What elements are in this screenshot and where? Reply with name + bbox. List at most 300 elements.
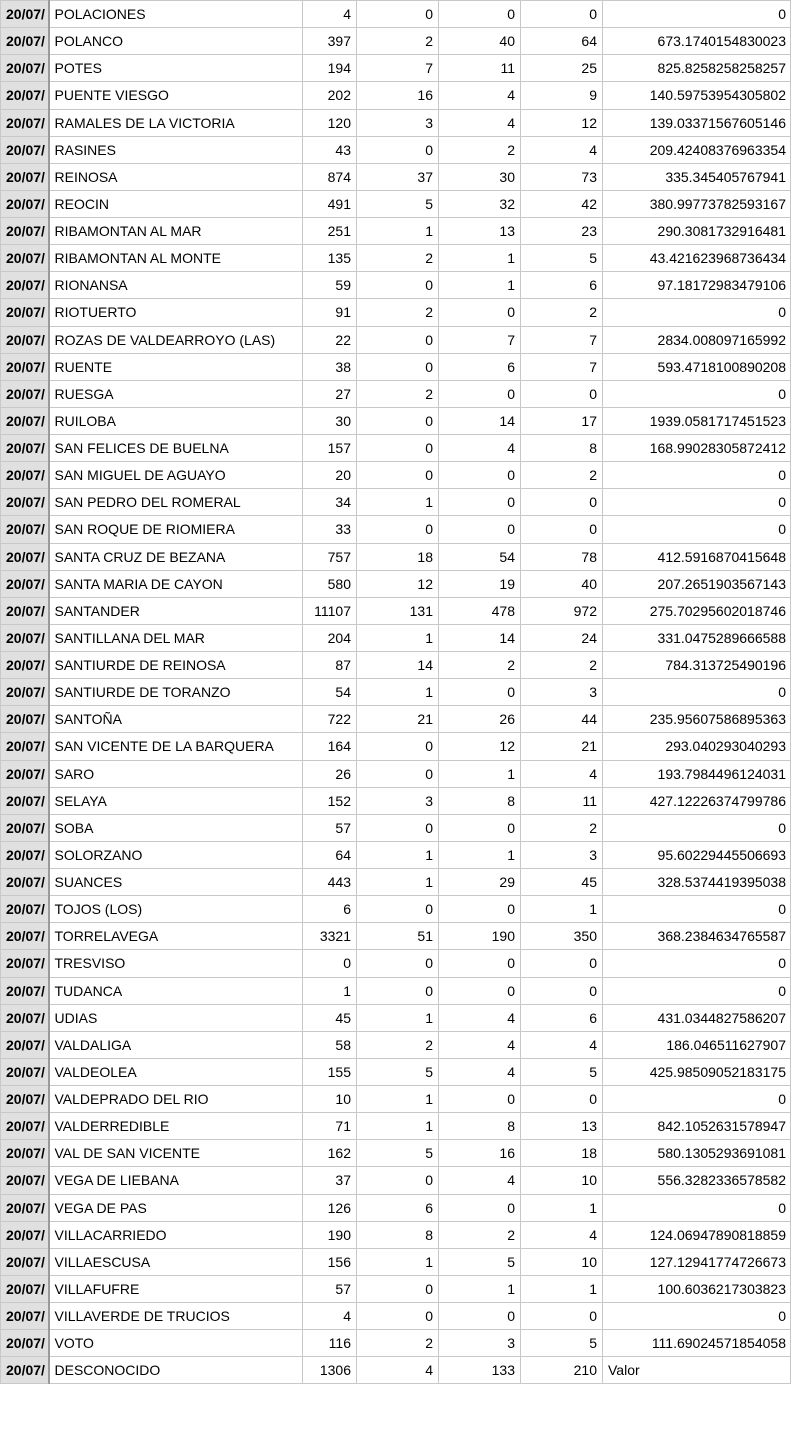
value-cell[interactable]: 0 bbox=[603, 1, 791, 28]
municipality-cell[interactable]: REOCIN bbox=[49, 190, 303, 217]
municipality-cell[interactable]: POLACIONES bbox=[49, 1, 303, 28]
value-cell[interactable]: 0 bbox=[603, 1086, 791, 1113]
table-row[interactable] bbox=[1, 841, 791, 868]
table-row[interactable] bbox=[1, 597, 791, 624]
value-cell[interactable]: 4 bbox=[439, 1167, 521, 1194]
municipality-cell[interactable]: RIONANSA bbox=[49, 272, 303, 299]
value-cell[interactable]: 0 bbox=[357, 1, 439, 28]
value-cell[interactable]: 4 bbox=[439, 1058, 521, 1085]
value-cell[interactable]: 71 bbox=[303, 1113, 357, 1140]
date-cell[interactable]: 20/07/ bbox=[1, 543, 49, 570]
value-cell[interactable]: 133 bbox=[439, 1357, 521, 1384]
date-cell[interactable]: 20/07/ bbox=[1, 841, 49, 868]
value-cell[interactable]: 293.040293040293 bbox=[603, 733, 791, 760]
value-cell[interactable]: 580 bbox=[303, 570, 357, 597]
value-cell[interactable]: 331.0475289666588 bbox=[603, 624, 791, 651]
value-cell[interactable]: 0 bbox=[603, 896, 791, 923]
value-cell[interactable]: 1939.0581717451523 bbox=[603, 407, 791, 434]
value-cell[interactable]: 757 bbox=[303, 543, 357, 570]
municipality-cell[interactable]: VALDALIGA bbox=[49, 1031, 303, 1058]
date-cell[interactable]: 20/07/ bbox=[1, 1167, 49, 1194]
date-cell[interactable]: 20/07/ bbox=[1, 353, 49, 380]
value-cell[interactable]: 397 bbox=[303, 28, 357, 55]
value-cell[interactable]: 6 bbox=[439, 353, 521, 380]
table-row[interactable] bbox=[1, 570, 791, 597]
municipality-cell[interactable]: PUENTE VIESGO bbox=[49, 82, 303, 109]
value-cell[interactable]: 4 bbox=[439, 82, 521, 109]
municipality-cell[interactable]: VAL DE SAN VICENTE bbox=[49, 1140, 303, 1167]
table-row[interactable] bbox=[1, 923, 791, 950]
value-cell[interactable]: 209.42408376963354 bbox=[603, 136, 791, 163]
value-cell[interactable]: 0 bbox=[439, 1194, 521, 1221]
value-cell[interactable]: 380.99773782593167 bbox=[603, 190, 791, 217]
value-cell[interactable]: 0 bbox=[439, 1, 521, 28]
date-cell[interactable]: 20/07/ bbox=[1, 1248, 49, 1275]
table-row[interactable] bbox=[1, 1303, 791, 1330]
municipality-cell[interactable]: REINOSA bbox=[49, 163, 303, 190]
value-cell[interactable]: 328.5374419395038 bbox=[603, 869, 791, 896]
municipality-cell[interactable]: SOLORZANO bbox=[49, 841, 303, 868]
value-cell[interactable]: 156 bbox=[303, 1248, 357, 1275]
value-cell[interactable]: 0 bbox=[521, 950, 603, 977]
value-cell[interactable]: 3 bbox=[357, 109, 439, 136]
date-cell[interactable]: 20/07/ bbox=[1, 1086, 49, 1113]
municipality-cell[interactable]: DESCONOCIDO bbox=[49, 1357, 303, 1384]
table-row[interactable] bbox=[1, 760, 791, 787]
value-cell[interactable]: 120 bbox=[303, 109, 357, 136]
value-cell[interactable]: 722 bbox=[303, 706, 357, 733]
value-cell[interactable]: 162 bbox=[303, 1140, 357, 1167]
value-cell[interactable]: 4 bbox=[439, 1031, 521, 1058]
value-cell[interactable]: 275.70295602018746 bbox=[603, 597, 791, 624]
municipality-cell[interactable]: SAN FELICES DE BUELNA bbox=[49, 435, 303, 462]
table-row[interactable] bbox=[1, 1194, 791, 1221]
date-cell[interactable]: 20/07/ bbox=[1, 462, 49, 489]
value-cell[interactable]: 593.4718100890208 bbox=[603, 353, 791, 380]
table-row[interactable] bbox=[1, 489, 791, 516]
value-cell[interactable]: 412.5916870415648 bbox=[603, 543, 791, 570]
date-cell[interactable]: 20/07/ bbox=[1, 1221, 49, 1248]
municipality-cell[interactable]: VEGA DE LIEBANA bbox=[49, 1167, 303, 1194]
value-cell[interactable]: 2 bbox=[357, 28, 439, 55]
value-cell[interactable]: 40 bbox=[439, 28, 521, 55]
value-cell[interactable]: 1 bbox=[521, 896, 603, 923]
value-cell[interactable]: 34 bbox=[303, 489, 357, 516]
table-row[interactable] bbox=[1, 136, 791, 163]
value-cell[interactable]: 0 bbox=[303, 950, 357, 977]
value-cell[interactable]: 2 bbox=[357, 299, 439, 326]
value-cell[interactable]: 2 bbox=[439, 652, 521, 679]
municipality-cell[interactable]: SOBA bbox=[49, 814, 303, 841]
value-cell[interactable]: 3 bbox=[521, 679, 603, 706]
table-row[interactable] bbox=[1, 1058, 791, 1085]
date-cell[interactable]: 20/07/ bbox=[1, 706, 49, 733]
value-cell[interactable]: 57 bbox=[303, 1275, 357, 1302]
municipality-cell[interactable]: VILLAVERDE DE TRUCIOS bbox=[49, 1303, 303, 1330]
date-cell[interactable]: 20/07/ bbox=[1, 1140, 49, 1167]
value-cell[interactable]: 5 bbox=[357, 1058, 439, 1085]
value-cell[interactable]: 19 bbox=[439, 570, 521, 597]
value-cell[interactable]: 140.59753954305802 bbox=[603, 82, 791, 109]
table-row[interactable] bbox=[1, 1086, 791, 1113]
date-cell[interactable]: 20/07/ bbox=[1, 380, 49, 407]
value-cell[interactable]: 2 bbox=[357, 1031, 439, 1058]
value-cell[interactable]: 3 bbox=[521, 841, 603, 868]
municipality-cell[interactable]: SANTA CRUZ DE BEZANA bbox=[49, 543, 303, 570]
value-cell[interactable]: 972 bbox=[521, 597, 603, 624]
municipality-cell[interactable]: VILLAFUFRE bbox=[49, 1275, 303, 1302]
table-row[interactable] bbox=[1, 950, 791, 977]
date-cell[interactable]: 20/07/ bbox=[1, 896, 49, 923]
value-cell[interactable]: 190 bbox=[439, 923, 521, 950]
value-cell[interactable]: 0 bbox=[603, 977, 791, 1004]
value-cell[interactable]: 4 bbox=[303, 1303, 357, 1330]
value-cell[interactable]: 5 bbox=[439, 1248, 521, 1275]
date-cell[interactable]: 20/07/ bbox=[1, 1113, 49, 1140]
value-cell[interactable]: 2 bbox=[357, 380, 439, 407]
value-cell[interactable]: 2 bbox=[439, 136, 521, 163]
value-cell[interactable]: 127.12941774726673 bbox=[603, 1248, 791, 1275]
value-cell[interactable]: 478 bbox=[439, 597, 521, 624]
date-cell[interactable]: 20/07/ bbox=[1, 299, 49, 326]
value-cell[interactable]: 100.6036217303823 bbox=[603, 1275, 791, 1302]
table-row[interactable] bbox=[1, 163, 791, 190]
value-cell[interactable]: 290.3081732916481 bbox=[603, 218, 791, 245]
table-row[interactable] bbox=[1, 353, 791, 380]
municipality-cell[interactable]: VALDEOLEA bbox=[49, 1058, 303, 1085]
value-cell[interactable]: 45 bbox=[303, 1004, 357, 1031]
value-cell[interactable]: 1 bbox=[357, 869, 439, 896]
value-cell[interactable]: 0 bbox=[439, 462, 521, 489]
value-cell[interactable]: 29 bbox=[439, 869, 521, 896]
value-cell[interactable]: 38 bbox=[303, 353, 357, 380]
value-cell[interactable]: 0 bbox=[439, 950, 521, 977]
value-cell[interactable]: 5 bbox=[521, 245, 603, 272]
value-cell[interactable]: 2 bbox=[521, 814, 603, 841]
date-cell[interactable]: 20/07/ bbox=[1, 28, 49, 55]
table-row[interactable] bbox=[1, 272, 791, 299]
value-cell[interactable]: 350 bbox=[521, 923, 603, 950]
value-cell[interactable]: 37 bbox=[357, 163, 439, 190]
value-cell[interactable]: 207.2651903567143 bbox=[603, 570, 791, 597]
value-cell[interactable]: 12 bbox=[357, 570, 439, 597]
municipality-cell[interactable]: RIOTUERTO bbox=[49, 299, 303, 326]
value-cell[interactable]: 10 bbox=[303, 1086, 357, 1113]
value-cell[interactable]: 20 bbox=[303, 462, 357, 489]
value-cell[interactable]: 0 bbox=[603, 380, 791, 407]
municipality-cell[interactable]: RUENTE bbox=[49, 353, 303, 380]
date-cell[interactable]: 20/07/ bbox=[1, 652, 49, 679]
value-cell[interactable]: 0 bbox=[357, 1303, 439, 1330]
value-cell[interactable]: 1 bbox=[357, 218, 439, 245]
value-cell[interactable]: 202 bbox=[303, 82, 357, 109]
value-cell[interactable]: 51 bbox=[357, 923, 439, 950]
value-cell[interactable]: 87 bbox=[303, 652, 357, 679]
municipality-cell[interactable]: SAN VICENTE DE LA BARQUERA bbox=[49, 733, 303, 760]
value-cell[interactable]: 33 bbox=[303, 516, 357, 543]
table-row[interactable] bbox=[1, 1004, 791, 1031]
value-cell[interactable]: 64 bbox=[303, 841, 357, 868]
table-row[interactable] bbox=[1, 1113, 791, 1140]
value-cell[interactable]: 16 bbox=[357, 82, 439, 109]
value-cell[interactable]: 30 bbox=[439, 163, 521, 190]
value-cell[interactable]: 6 bbox=[521, 272, 603, 299]
value-cell[interactable]: 0 bbox=[603, 489, 791, 516]
value-cell[interactable]: 1 bbox=[521, 1275, 603, 1302]
table-row[interactable] bbox=[1, 1357, 791, 1384]
date-cell[interactable]: 20/07/ bbox=[1, 597, 49, 624]
value-cell[interactable]: 1 bbox=[357, 1004, 439, 1031]
value-cell[interactable]: 443 bbox=[303, 869, 357, 896]
value-cell[interactable]: 8 bbox=[439, 787, 521, 814]
value-cell[interactable]: 0 bbox=[357, 896, 439, 923]
date-cell[interactable]: 20/07/ bbox=[1, 1058, 49, 1085]
date-cell[interactable]: 20/07/ bbox=[1, 435, 49, 462]
value-cell[interactable]: 190 bbox=[303, 1221, 357, 1248]
value-cell[interactable]: 111.69024571854058 bbox=[603, 1330, 791, 1357]
value-cell[interactable]: 1 bbox=[521, 1194, 603, 1221]
value-cell[interactable]: 54 bbox=[439, 543, 521, 570]
value-cell[interactable]: 11 bbox=[439, 55, 521, 82]
municipality-cell[interactable]: TORRELAVEGA bbox=[49, 923, 303, 950]
municipality-cell[interactable]: SAN MIGUEL DE AGUAYO bbox=[49, 462, 303, 489]
value-cell[interactable]: 0 bbox=[357, 814, 439, 841]
date-cell[interactable]: 20/07/ bbox=[1, 326, 49, 353]
value-cell[interactable]: 0 bbox=[357, 435, 439, 462]
value-cell[interactable]: 7 bbox=[521, 353, 603, 380]
value-cell[interactable]: 73 bbox=[521, 163, 603, 190]
value-cell[interactable]: 126 bbox=[303, 1194, 357, 1221]
value-cell[interactable]: 13 bbox=[439, 218, 521, 245]
value-cell[interactable]: 1 bbox=[357, 624, 439, 651]
value-cell[interactable]: 17 bbox=[521, 407, 603, 434]
date-cell[interactable]: 20/07/ bbox=[1, 82, 49, 109]
value-cell[interactable]: 1 bbox=[303, 977, 357, 1004]
date-cell[interactable]: 20/07/ bbox=[1, 923, 49, 950]
value-cell[interactable]: 8 bbox=[357, 1221, 439, 1248]
value-cell[interactable]: 5 bbox=[357, 1140, 439, 1167]
table-row[interactable] bbox=[1, 706, 791, 733]
value-cell[interactable]: 0 bbox=[439, 814, 521, 841]
value-cell[interactable]: 3 bbox=[357, 787, 439, 814]
value-cell[interactable]: 8 bbox=[521, 435, 603, 462]
value-cell[interactable]: 0 bbox=[357, 136, 439, 163]
value-cell[interactable]: 2 bbox=[357, 245, 439, 272]
value-cell[interactable]: 139.03371567605146 bbox=[603, 109, 791, 136]
value-cell[interactable]: 14 bbox=[439, 407, 521, 434]
value-cell[interactable]: 7 bbox=[357, 55, 439, 82]
value-cell[interactable]: 0 bbox=[603, 814, 791, 841]
table-row[interactable] bbox=[1, 218, 791, 245]
date-cell[interactable]: 20/07/ bbox=[1, 1, 49, 28]
value-cell[interactable]: 0 bbox=[603, 516, 791, 543]
value-cell[interactable]: 368.2384634765587 bbox=[603, 923, 791, 950]
value-cell[interactable]: 193.7984496124031 bbox=[603, 760, 791, 787]
table-row[interactable] bbox=[1, 1275, 791, 1302]
table-row[interactable] bbox=[1, 407, 791, 434]
municipality-cell[interactable]: SANTA MARIA DE CAYON bbox=[49, 570, 303, 597]
table-row[interactable] bbox=[1, 326, 791, 353]
municipality-cell[interactable]: TUDANCA bbox=[49, 977, 303, 1004]
value-cell[interactable]: 235.95607586895363 bbox=[603, 706, 791, 733]
table-row[interactable] bbox=[1, 82, 791, 109]
value-cell[interactable]: 10 bbox=[521, 1248, 603, 1275]
value-cell[interactable]: 784.313725490196 bbox=[603, 652, 791, 679]
table-row[interactable] bbox=[1, 1, 791, 28]
value-cell[interactable]: 40 bbox=[521, 570, 603, 597]
municipality-cell[interactable]: SELAYA bbox=[49, 787, 303, 814]
municipality-cell[interactable]: VOTO bbox=[49, 1330, 303, 1357]
value-cell[interactable]: Valor bbox=[603, 1357, 791, 1384]
value-cell[interactable]: 22 bbox=[303, 326, 357, 353]
table-row[interactable] bbox=[1, 435, 791, 462]
value-cell[interactable]: 1 bbox=[439, 272, 521, 299]
date-cell[interactable]: 20/07/ bbox=[1, 1357, 49, 1384]
value-cell[interactable]: 0 bbox=[439, 977, 521, 1004]
date-cell[interactable]: 20/07/ bbox=[1, 55, 49, 82]
value-cell[interactable]: 152 bbox=[303, 787, 357, 814]
value-cell[interactable]: 4 bbox=[439, 1004, 521, 1031]
date-cell[interactable]: 20/07/ bbox=[1, 1194, 49, 1221]
value-cell[interactable]: 4 bbox=[439, 435, 521, 462]
value-cell[interactable]: 1 bbox=[357, 1086, 439, 1113]
value-cell[interactable]: 0 bbox=[603, 1194, 791, 1221]
value-cell[interactable]: 0 bbox=[357, 516, 439, 543]
value-cell[interactable]: 3 bbox=[439, 1330, 521, 1357]
table-row[interactable] bbox=[1, 543, 791, 570]
municipality-cell[interactable]: RIBAMONTAN AL MONTE bbox=[49, 245, 303, 272]
value-cell[interactable]: 54 bbox=[303, 679, 357, 706]
value-cell[interactable]: 57 bbox=[303, 814, 357, 841]
value-cell[interactable]: 95.60229445506693 bbox=[603, 841, 791, 868]
municipality-cell[interactable]: SANTANDER bbox=[49, 597, 303, 624]
date-cell[interactable]: 20/07/ bbox=[1, 136, 49, 163]
value-cell[interactable]: 210 bbox=[521, 1357, 603, 1384]
municipality-cell[interactable]: VEGA DE PAS bbox=[49, 1194, 303, 1221]
value-cell[interactable]: 431.0344827586207 bbox=[603, 1004, 791, 1031]
value-cell[interactable]: 1 bbox=[439, 760, 521, 787]
value-cell[interactable]: 0 bbox=[603, 299, 791, 326]
date-cell[interactable]: 20/07/ bbox=[1, 760, 49, 787]
value-cell[interactable]: 0 bbox=[439, 380, 521, 407]
value-cell[interactable]: 30 bbox=[303, 407, 357, 434]
value-cell[interactable]: 7 bbox=[439, 326, 521, 353]
value-cell[interactable]: 0 bbox=[357, 760, 439, 787]
date-cell[interactable]: 20/07/ bbox=[1, 1004, 49, 1031]
value-cell[interactable]: 11107 bbox=[303, 597, 357, 624]
value-cell[interactable]: 4 bbox=[521, 760, 603, 787]
value-cell[interactable]: 37 bbox=[303, 1167, 357, 1194]
table-row[interactable] bbox=[1, 869, 791, 896]
value-cell[interactable]: 124.06947890818859 bbox=[603, 1221, 791, 1248]
date-cell[interactable]: 20/07/ bbox=[1, 679, 49, 706]
date-cell[interactable]: 20/07/ bbox=[1, 489, 49, 516]
municipality-cell[interactable]: VILLAESCUSA bbox=[49, 1248, 303, 1275]
value-cell[interactable]: 1 bbox=[357, 1248, 439, 1275]
table-row[interactable] bbox=[1, 516, 791, 543]
value-cell[interactable]: 13 bbox=[521, 1113, 603, 1140]
table-row[interactable] bbox=[1, 462, 791, 489]
value-cell[interactable]: 0 bbox=[521, 516, 603, 543]
date-cell[interactable]: 20/07/ bbox=[1, 190, 49, 217]
date-cell[interactable]: 20/07/ bbox=[1, 787, 49, 814]
value-cell[interactable]: 842.1052631578947 bbox=[603, 1113, 791, 1140]
value-cell[interactable]: 135 bbox=[303, 245, 357, 272]
table-row[interactable] bbox=[1, 896, 791, 923]
table-row[interactable] bbox=[1, 787, 791, 814]
municipality-cell[interactable]: RUILOBA bbox=[49, 407, 303, 434]
table-row[interactable] bbox=[1, 1248, 791, 1275]
value-cell[interactable]: 825.8258258258257 bbox=[603, 55, 791, 82]
date-cell[interactable]: 20/07/ bbox=[1, 1303, 49, 1330]
table-row[interactable] bbox=[1, 1167, 791, 1194]
value-cell[interactable]: 2 bbox=[521, 299, 603, 326]
value-cell[interactable]: 204 bbox=[303, 624, 357, 651]
value-cell[interactable]: 7 bbox=[521, 326, 603, 353]
table-row[interactable] bbox=[1, 814, 791, 841]
value-cell[interactable]: 10 bbox=[521, 1167, 603, 1194]
date-cell[interactable]: 20/07/ bbox=[1, 109, 49, 136]
value-cell[interactable]: 1 bbox=[439, 245, 521, 272]
value-cell[interactable]: 0 bbox=[439, 896, 521, 923]
table-row[interactable] bbox=[1, 245, 791, 272]
date-cell[interactable]: 20/07/ bbox=[1, 869, 49, 896]
date-cell[interactable]: 20/07/ bbox=[1, 733, 49, 760]
date-cell[interactable]: 20/07/ bbox=[1, 218, 49, 245]
municipality-cell[interactable]: SUANCES bbox=[49, 869, 303, 896]
table-row[interactable] bbox=[1, 733, 791, 760]
value-cell[interactable]: 9 bbox=[521, 82, 603, 109]
value-cell[interactable]: 186.046511627907 bbox=[603, 1031, 791, 1058]
value-cell[interactable]: 491 bbox=[303, 190, 357, 217]
value-cell[interactable]: 6 bbox=[357, 1194, 439, 1221]
date-cell[interactable]: 20/07/ bbox=[1, 624, 49, 651]
municipality-cell[interactable]: TOJOS (LOS) bbox=[49, 896, 303, 923]
value-cell[interactable]: 168.99028305872412 bbox=[603, 435, 791, 462]
table-row[interactable] bbox=[1, 679, 791, 706]
value-cell[interactable]: 131 bbox=[357, 597, 439, 624]
value-cell[interactable]: 0 bbox=[521, 489, 603, 516]
municipality-cell[interactable]: SANTOÑA bbox=[49, 706, 303, 733]
table-row[interactable] bbox=[1, 977, 791, 1004]
table-row[interactable] bbox=[1, 1330, 791, 1357]
value-cell[interactable]: 4 bbox=[521, 1221, 603, 1248]
value-cell[interactable]: 1 bbox=[439, 841, 521, 868]
table-row[interactable] bbox=[1, 55, 791, 82]
municipality-cell[interactable]: SANTILLANA DEL MAR bbox=[49, 624, 303, 651]
value-cell[interactable]: 0 bbox=[603, 950, 791, 977]
value-cell[interactable]: 194 bbox=[303, 55, 357, 82]
date-cell[interactable]: 20/07/ bbox=[1, 1031, 49, 1058]
value-cell[interactable]: 0 bbox=[439, 489, 521, 516]
value-cell[interactable]: 0 bbox=[439, 679, 521, 706]
value-cell[interactable]: 4 bbox=[303, 1, 357, 28]
value-cell[interactable]: 2 bbox=[357, 1330, 439, 1357]
value-cell[interactable]: 0 bbox=[439, 299, 521, 326]
municipality-cell[interactable]: RUESGA bbox=[49, 380, 303, 407]
value-cell[interactable]: 5 bbox=[521, 1058, 603, 1085]
value-cell[interactable]: 14 bbox=[439, 624, 521, 651]
value-cell[interactable]: 26 bbox=[303, 760, 357, 787]
table-row[interactable] bbox=[1, 1140, 791, 1167]
value-cell[interactable]: 1 bbox=[357, 841, 439, 868]
value-cell[interactable]: 4 bbox=[521, 1031, 603, 1058]
value-cell[interactable]: 14 bbox=[357, 652, 439, 679]
municipality-cell[interactable]: SAN ROQUE DE RIOMIERA bbox=[49, 516, 303, 543]
value-cell[interactable]: 874 bbox=[303, 163, 357, 190]
table-row[interactable] bbox=[1, 299, 791, 326]
value-cell[interactable]: 1 bbox=[357, 1113, 439, 1140]
